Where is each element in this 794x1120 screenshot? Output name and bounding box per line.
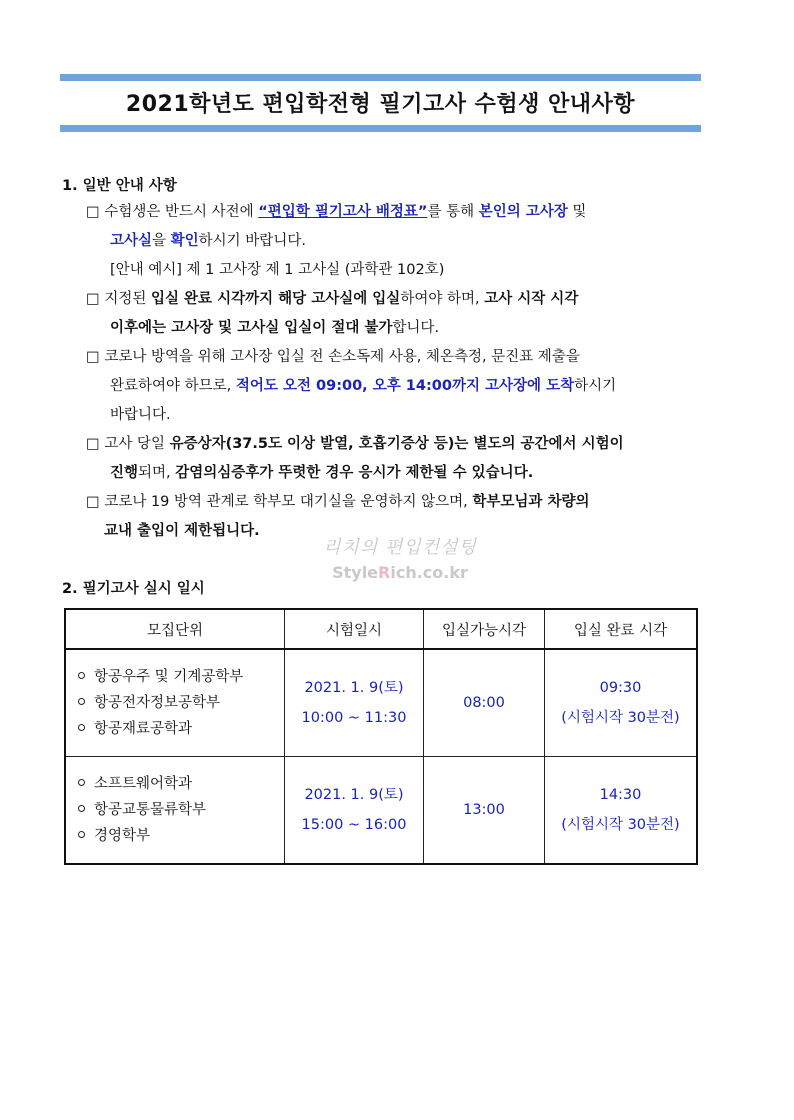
entry-time: 13:00 (424, 757, 545, 865)
exam-time: 15:00 ~ 16:00 (301, 817, 407, 833)
section2-heading: 2. 필기고사 실시 일시 (62, 581, 205, 597)
item2-bold-b: 고사 시작 시각 (484, 291, 579, 307)
header-unit: 모집단위 (65, 609, 285, 649)
watermark (320, 533, 480, 582)
list-item: 소프트웨어학과 (78, 771, 283, 797)
table-row (65, 757, 697, 865)
circle-bullet-icon (78, 805, 85, 812)
entry-time: 08:00 (424, 649, 545, 757)
bullet-box: □ (86, 349, 100, 365)
item1-line1 (86, 202, 586, 222)
circle-bullet-icon (78, 672, 85, 679)
item2-line2 (110, 318, 439, 338)
item1-text-e: 하시기 바랍니다. (198, 233, 306, 249)
item2-bold-a: 입실 완료 시각까지 해당 고사실에 입실 (150, 291, 401, 307)
item1-highlight-room: 고사실 (110, 233, 153, 249)
item1-text-b: 를 통해 (427, 204, 479, 220)
exam-datetime (285, 757, 424, 865)
item4-bold-a: 유증상자(37.5도 이상 발열, 호흡기증상 등)는 별도의 공간에서 시험이 (169, 436, 624, 452)
list-item: 항공우주 및 기계공학부 (78, 664, 283, 690)
circle-bullet-icon (78, 831, 85, 838)
complete-time-note: (시험시작 30분전) (561, 817, 680, 833)
item5-text-a: 코로나 19 방역 관계로 학부모 대기실을 운영하지 않으며, (104, 494, 473, 510)
item4-text-a: 고사 당일 (104, 436, 170, 452)
list-item: 항공재료공학과 (78, 716, 283, 742)
watermark-domain: ich.co.kr (390, 563, 468, 582)
complete-time-note: (시험시작 30분전) (561, 710, 680, 726)
unit-list (65, 649, 285, 757)
complete-time (545, 649, 698, 757)
circle-bullet-icon (78, 724, 85, 731)
item3-line1 (86, 347, 580, 367)
list-item: 경영학부 (78, 823, 283, 849)
exam-time: 10:00 ~ 11:30 (301, 710, 407, 726)
item4-line2 (110, 463, 533, 483)
item2-text-c: 합니다. (392, 320, 440, 336)
item1-text-c: 및 (567, 204, 587, 220)
bullet-box: □ (86, 204, 100, 220)
item5-bold-a: 학부모님과 차량의 (472, 494, 590, 510)
exam-date: 2021. 1. 9(토) (304, 680, 404, 696)
header-date: 시험일시 (285, 609, 424, 649)
item3-line3: 바랍니다. (110, 407, 171, 423)
item5-bold-b: 교내 출입이 제한됩니다. (104, 523, 260, 539)
complete-time (545, 757, 698, 865)
item2-bold-c: 이후에는 고사장 및 고사실 입실이 절대 불가 (110, 320, 393, 336)
item1-line2 (110, 231, 306, 251)
watermark-line2 (320, 563, 480, 582)
exam-datetime (285, 649, 424, 757)
bullet-box: □ (86, 291, 100, 307)
table-row (65, 649, 697, 757)
table-header-row (65, 609, 697, 649)
watermark-r: R (378, 563, 391, 582)
item3-text-c: 하시기 (574, 378, 617, 394)
item1-example: [안내 예시] 제 1 고사장 제 1 고사실 (과학관 102호) (110, 262, 445, 278)
page-title: 2021학년도 편입학전형 필기고사 수험생 안내사항 (125, 92, 636, 117)
header-entry: 입실가능시각 (424, 609, 545, 649)
list-item: 항공교통물류학부 (78, 797, 283, 823)
item5-line2 (104, 521, 260, 541)
item3-line2 (110, 376, 616, 396)
item1-highlight-venue: 본인의 고사장 (478, 204, 568, 220)
list-item: 항공전자정보공학부 (78, 690, 283, 716)
item5-line1 (86, 492, 590, 512)
item4-bold-c: 감염의심증후가 뚜렷한 경우 응시가 제한될 수 있습니다. (175, 465, 534, 481)
item3-highlight-arrival: 적어도 오전 09:00, 오후 14:00까지 고사장에 도착 (235, 378, 575, 394)
item1-text-d: 을 (152, 233, 171, 249)
watermark-style: Style (332, 563, 379, 582)
item2-text-a: 지정된 (104, 291, 151, 307)
unit-list (65, 757, 285, 865)
assignment-table-link: “편입학 필기고사 배정표” (258, 204, 428, 220)
bullet-box: □ (86, 494, 100, 510)
circle-bullet-icon (78, 698, 85, 705)
item3-text-a: 코로나 방역을 위해 고사장 입실 전 손소독제 사용, 체온측정, 문진표 제출을 (104, 349, 580, 365)
title-top-bar (60, 74, 701, 81)
title-bottom-bar (60, 125, 701, 132)
item4-text-b: 되며, (138, 465, 176, 481)
section1-heading: 1. 일반 안내 사항 (62, 178, 177, 194)
item4-line1 (86, 434, 624, 454)
header-complete: 입실 완료 시각 (545, 609, 698, 649)
item3-text-b: 완료하여야 하므로, (110, 378, 236, 394)
complete-time-value: 09:30 (599, 680, 642, 696)
schedule-table (64, 608, 698, 865)
item1-text-a: 수험생은 반드시 사전에 (104, 204, 259, 220)
circle-bullet-icon (78, 779, 85, 786)
item2-line1 (86, 289, 578, 309)
complete-time-value: 14:30 (599, 787, 642, 803)
watermark-line1: 리치의 편입컨설팅 (323, 537, 477, 558)
item1-highlight-confirm: 확인 (170, 233, 199, 249)
item2-text-b: 하여야 하며, (400, 291, 485, 307)
exam-date: 2021. 1. 9(토) (304, 787, 404, 803)
item4-bold-b: 진행 (110, 465, 139, 481)
bullet-box: □ (86, 436, 100, 452)
